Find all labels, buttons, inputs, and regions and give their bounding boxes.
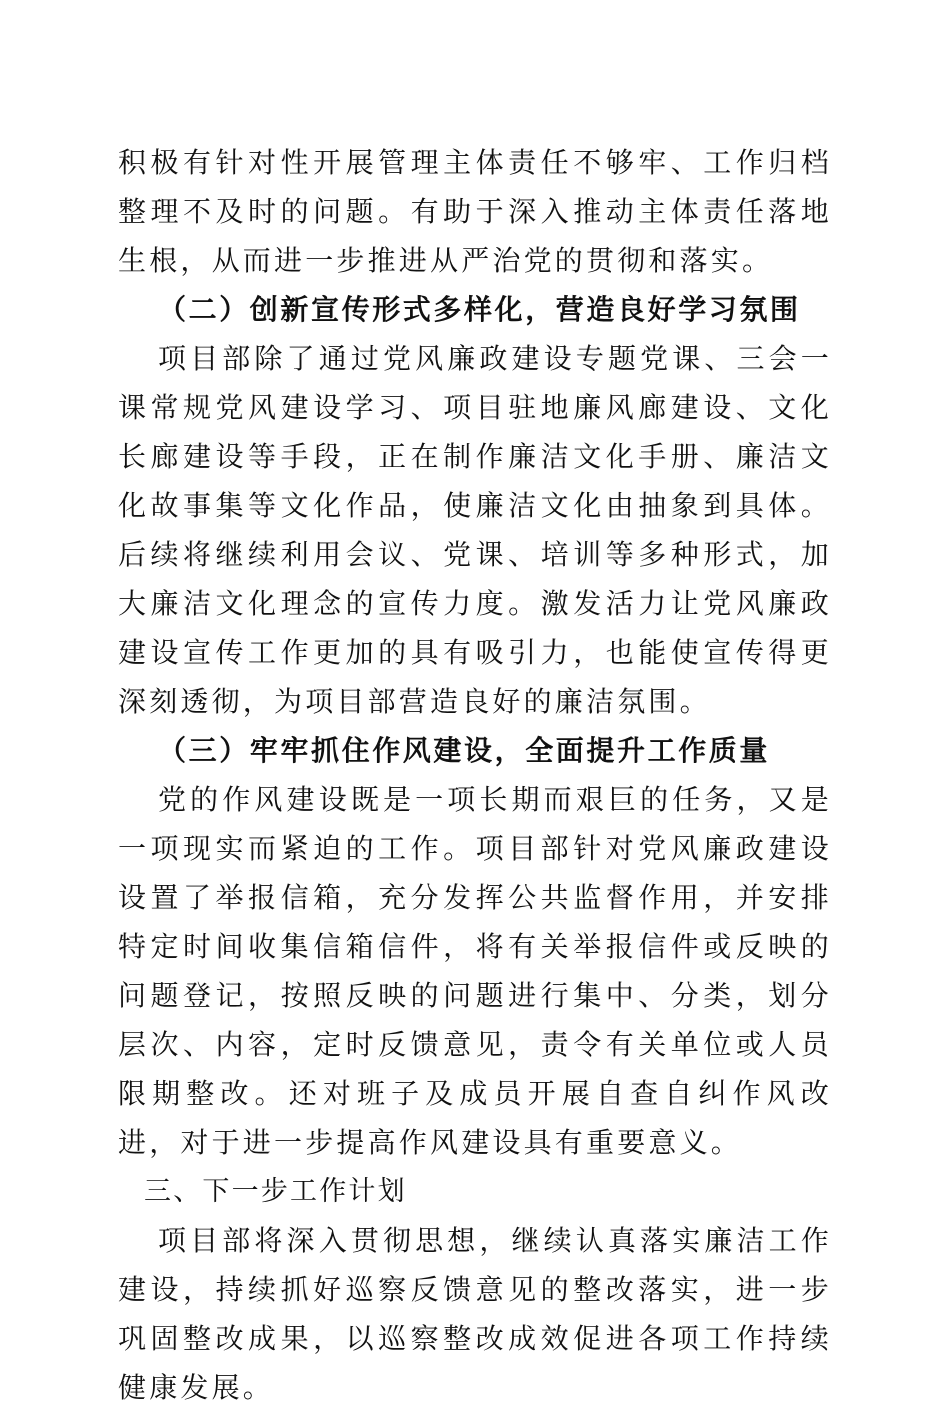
paragraph-continuation: 积极有针对性开展管理主体责任不够牢、工作归档整理不及时的问题。有助于深入推动主体责任落地生根，从而进一步推进从严治党的贯彻和落实。 [118,146,832,277]
paragraph-next-steps: 项目部将深入贯彻思想，继续认真落实廉洁工作建设，持续抓好巡察反馈意见的整改落实，进一步巩固整改成果，以巡察整改成效促进各项工作持续健康发展。 [118,1224,832,1404]
document-body [118,138,832,1412]
paragraph-work-style: 党的作风建设既是一项长期而艰巨的任务，又是一项现实而紧迫的工作。项目部针对党风廉政建设设置了举报信箱，充分发挥公共监督作用，并安排特定时间收集信箱信件，将有关举报信件或反映的问题登记，按照反映的问题进行集中、分类，划分层次、内容，定时反馈意见，责令有关单位或人员限期整改。还对班子及成员开展自查自纠作风改进，对于进一步提高作风建设具有重要意义。 [118,783,832,1159]
subheading-work-style: （三）牢牢抓住作风建设，全面提升工作质量 [158,734,771,767]
section-heading-next-steps: 三、下一步工作计划 [144,1176,407,1207]
paragraph-promotion: 项目部除了通过党风廉政建设专题党课、三会一课常规党风建设学习、项目驻地廉风廊建设、文化长廊建设等手段，正在制作廉洁文化手册、廉洁文化故事集等文化作品，使廉洁文化由抽象到具体。后续将继续利用会议、党课、培训等多种形式，加大廉洁文化理念的宣传力度。激发活力让党风廉政建设宣传工作更加的具有吸引力，也能使宣传得更深刻透彻，为项目部营造良好的廉洁氛围。 [118,342,832,718]
subheading-promotion-diversification: （二）创新宣传形式多样化，营造良好学习氛围 [158,293,801,326]
